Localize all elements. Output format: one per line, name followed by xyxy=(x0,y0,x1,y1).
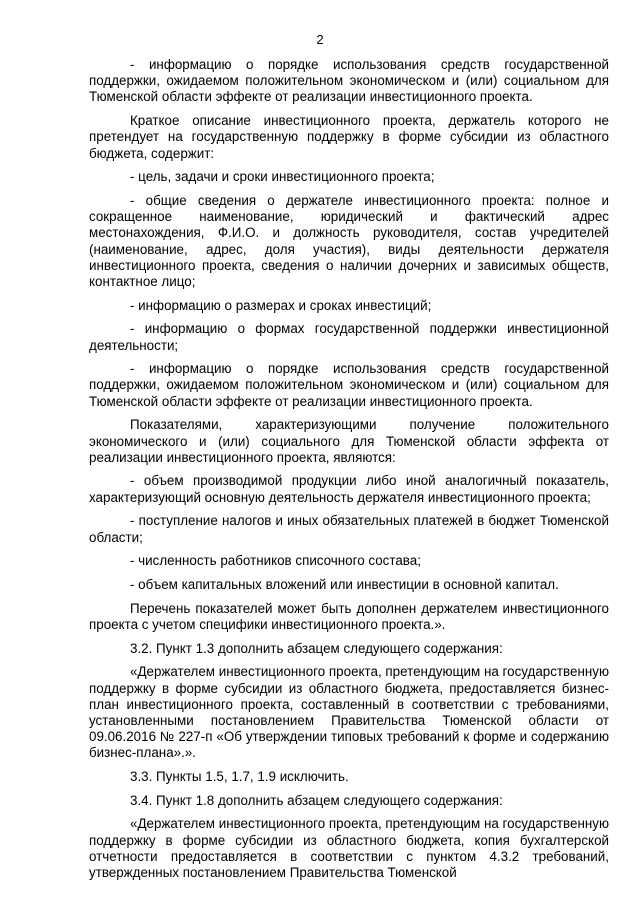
paragraph-indicator-list-extension: Перечень показателей может быть дополнен держателем инвестиционного проекта с учетом специфики инвестиционного проекта.». xyxy=(89,600,609,632)
paragraph-employee-count: - численность работников списочного состава; xyxy=(130,553,421,569)
page-number: 2 xyxy=(316,32,324,47)
paragraph-tax-revenue: - поступление налогов и иных обязательных платежей в бюджет Тюменской области; xyxy=(89,513,609,545)
paragraph-support-forms: - информацию о формах государственной поддержки инвестиционной деятельности; xyxy=(89,321,609,353)
paragraph-info-state-support-usage: - информацию о порядке использования средств государственной поддержки, ожидаемом положительном экономическом и (или) социальном для Тюменской области эффекте от реализации инвестиционного проекта. xyxy=(89,57,609,105)
paragraph-goals-tasks-terms: - цель, задачи и сроки инвестиционного проекта; xyxy=(130,169,435,185)
paragraph-indicators-intro: Показателями, характеризующими получение положительного экономического и (или) социального для Тюменской области эффекта от реализации инвестиционного проекта, являются: xyxy=(89,417,609,465)
paragraph-holder-general-info: - общие сведения о держателе инвестиционного проекта: полное и сокращенное наименование, юридический и фактический адрес местонахождения, Ф.И.О. и должность руководителя, состав учредителей (наименование, адрес, доля участия), виды деятельности держателя инвестиционного проекта, сведения о наличии дочерних и зависимых обществ, контактное лицо; xyxy=(89,192,609,289)
paragraph-investment-size-terms: - информацию о размерах и сроках инвестиций; xyxy=(130,297,432,313)
paragraph-accounting-report-requirement: «Держателем инвестиционного проекта, претендующим на государственную поддержку в форме субсидии из областного бюджета, копия бухгалтерской отчетности предоставляется в соответствии с пунктом 4.3.2 требований, утвержденных постановлением Правительства Тюменской xyxy=(89,816,609,881)
paragraph-clause-3-4: 3.4. Пункт 1.8 дополнить абзацем следующего содержания: xyxy=(130,792,503,808)
paragraph-brief-description-intro: Краткое описание инвестиционного проекта, держатель которого не претендует на государственную поддержку в форме субсидии из областного бюджета, содержит: xyxy=(89,113,609,161)
paragraph-info-state-support-usage-2: - информацию о порядке использования средств государственной поддержки, ожидаемом положительном экономическом и (или) социальном для Тюменской области эффекте от реализации инвестиционного проекта. xyxy=(89,361,609,409)
paragraph-clause-3-3: 3.3. Пункты 1.5, 1.7, 1.9 исключить. xyxy=(130,769,349,785)
document-body xyxy=(89,57,609,889)
paragraph-production-volume: - объем производимой продукции либо иной аналогичный показатель, характеризующий основную деятельность держателя инвестиционного проекта; xyxy=(89,473,609,505)
paragraph-capital-investment: - объем капитальных вложений или инвестиции в основной капитал. xyxy=(130,576,559,592)
paragraph-clause-3-2: 3.2. Пункт 1.3 дополнить абзацем следующего содержания: xyxy=(130,640,503,656)
paragraph-business-plan-requirement: «Держателем инвестиционного проекта, претендующим на государственную поддержку в форме субсидии из областного бюджета, предоставляется бизнес-план инвестиционного проекта, составленный в соответствии с требованиями, установленными постановлением Правительства Тюменской области от 09.06.2016 № 227-п «Об утверждении типовых требований к форме и содержанию бизнес-плана».». xyxy=(89,664,609,761)
